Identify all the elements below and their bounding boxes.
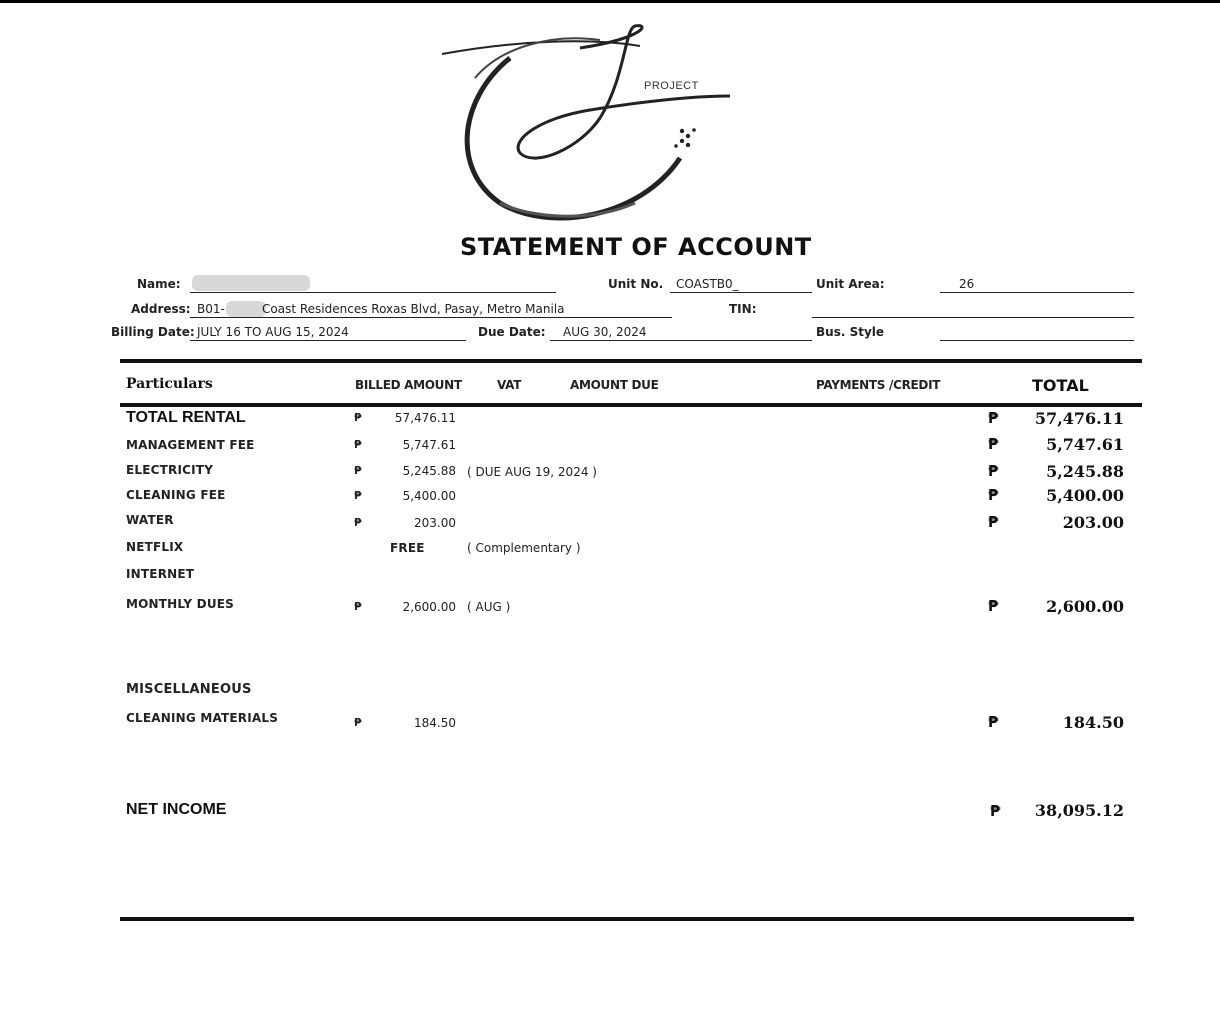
unit-area-label: Unit Area: <box>816 277 885 291</box>
row-monthly-dues-label: MONTHLY DUES <box>126 597 235 611</box>
table-top-rule <box>120 359 1142 363</box>
billing-date-value: JULY 16 TO AUG 15, 2024 <box>197 325 349 339</box>
address-prefix: B01- <box>197 302 225 316</box>
col-payments-credit: PAYMENTS /CREDIT <box>816 378 941 392</box>
peso-sign: ₱ <box>354 516 362 529</box>
address-value: Coast Residences Roxas Blvd, Pasay, Metro Manila <box>262 302 565 316</box>
peso-sign: ₱ <box>354 411 362 424</box>
col-particulars: Particulars <box>126 376 213 392</box>
peso-sign: ₱ <box>988 462 999 480</box>
row-total-rental-label: TOTAL RENTAL <box>126 409 246 426</box>
col-total: TOTAL <box>1032 376 1089 395</box>
row-electricity-total: 5,245.88 <box>1046 462 1124 481</box>
bus-style-underline <box>940 340 1134 341</box>
col-amount-due: AMOUNT DUE <box>570 378 659 392</box>
address-redaction <box>226 301 266 317</box>
row-netflix-note: ( Complementary ) <box>467 541 581 555</box>
row-total-rental-total: 57,476.11 <box>1034 409 1124 428</box>
page-title: STATEMENT OF ACCOUNT <box>460 233 812 261</box>
name-label: Name: <box>137 277 181 291</box>
row-total-rental-billed: 57,476.11 <box>394 411 456 425</box>
billing-date-underline <box>190 340 466 341</box>
peso-sign: ₱ <box>354 489 362 502</box>
row-cleaning-materials-label: CLEANING MATERIALS <box>126 711 279 725</box>
row-cleaning-fee-total: 5,400.00 <box>1046 486 1124 505</box>
net-income-label: NET INCOME <box>126 801 227 818</box>
row-electricity-note: ( DUE AUG 19, 2024 ) <box>467 465 597 479</box>
unit-no-value: COASTB0_ <box>676 277 739 291</box>
peso-sign: ₱ <box>988 409 999 427</box>
col-vat: VAT <box>497 378 522 392</box>
peso-sign: ₱ <box>988 486 999 504</box>
row-water-billed: 203.00 <box>414 516 456 530</box>
row-netflix-billed: FREE <box>390 541 425 555</box>
section-miscellaneous-label: MISCELLANEOUS <box>126 682 252 697</box>
address-underline <box>190 317 672 318</box>
address-label: Address: <box>131 302 191 316</box>
row-water-total: 203.00 <box>1062 513 1124 532</box>
name-underline <box>190 292 556 293</box>
project-logo-icon <box>440 18 740 223</box>
row-monthly-dues-billed: 2,600.00 <box>402 600 456 614</box>
row-internet-label: INTERNET <box>126 567 195 581</box>
logo-wordmark: PROJECT <box>644 80 699 92</box>
row-monthly-dues-total: 2,600.00 <box>1046 597 1124 616</box>
row-monthly-dues-note: ( AUG ) <box>467 600 511 614</box>
row-cleaning-fee-billed: 5,400.00 <box>402 489 456 503</box>
due-date-underline <box>550 340 812 341</box>
row-electricity-label: ELECTRICITY <box>126 463 214 477</box>
peso-sign: ₱ <box>988 713 999 731</box>
due-date-value: AUG 30, 2024 <box>563 325 647 339</box>
unit-no-label: Unit No. <box>608 277 664 291</box>
row-management-fee-label: MANAGEMENT FEE <box>126 438 255 452</box>
row-management-fee-total: 5,747.61 <box>1046 435 1124 454</box>
tin-underline <box>812 317 1134 318</box>
col-billed-amount: BILLED AMOUNT <box>355 378 462 392</box>
peso-sign: ₱ <box>988 513 999 531</box>
peso-sign: ₱ <box>988 435 999 453</box>
unit-no-underline <box>670 292 812 293</box>
row-netflix-label: NETFLIX <box>126 540 184 554</box>
billing-date-label: Billing Date: <box>111 325 195 339</box>
due-date-label: Due Date: <box>478 325 546 339</box>
peso-sign: ₱ <box>354 716 362 729</box>
table-bottom-rule <box>120 917 1134 921</box>
peso-sign: ₱ <box>988 597 999 615</box>
unit-area-value: 26 <box>959 277 975 291</box>
row-electricity-billed: 5,245.88 <box>402 464 456 478</box>
row-cleaning-fee-label: CLEANING FEE <box>126 488 226 502</box>
tin-label: TIN: <box>729 302 757 316</box>
peso-sign: ₱ <box>354 600 362 613</box>
bus-style-label: Bus. Style <box>816 325 885 339</box>
row-management-fee-billed: 5,747.61 <box>402 438 456 452</box>
row-water-label: WATER <box>126 513 174 527</box>
top-border <box>0 0 1220 3</box>
row-cleaning-materials-billed: 184.50 <box>414 716 456 730</box>
row-cleaning-materials-total: 184.50 <box>1062 713 1124 732</box>
unit-area-underline <box>940 292 1134 293</box>
name-redaction <box>192 275 310 291</box>
peso-sign: ₱ <box>354 464 362 477</box>
peso-sign: ₱ <box>990 802 1001 820</box>
table-header-rule <box>120 403 1142 407</box>
peso-sign: ₱ <box>354 438 362 451</box>
net-income-total: 38,095.12 <box>1034 801 1124 820</box>
